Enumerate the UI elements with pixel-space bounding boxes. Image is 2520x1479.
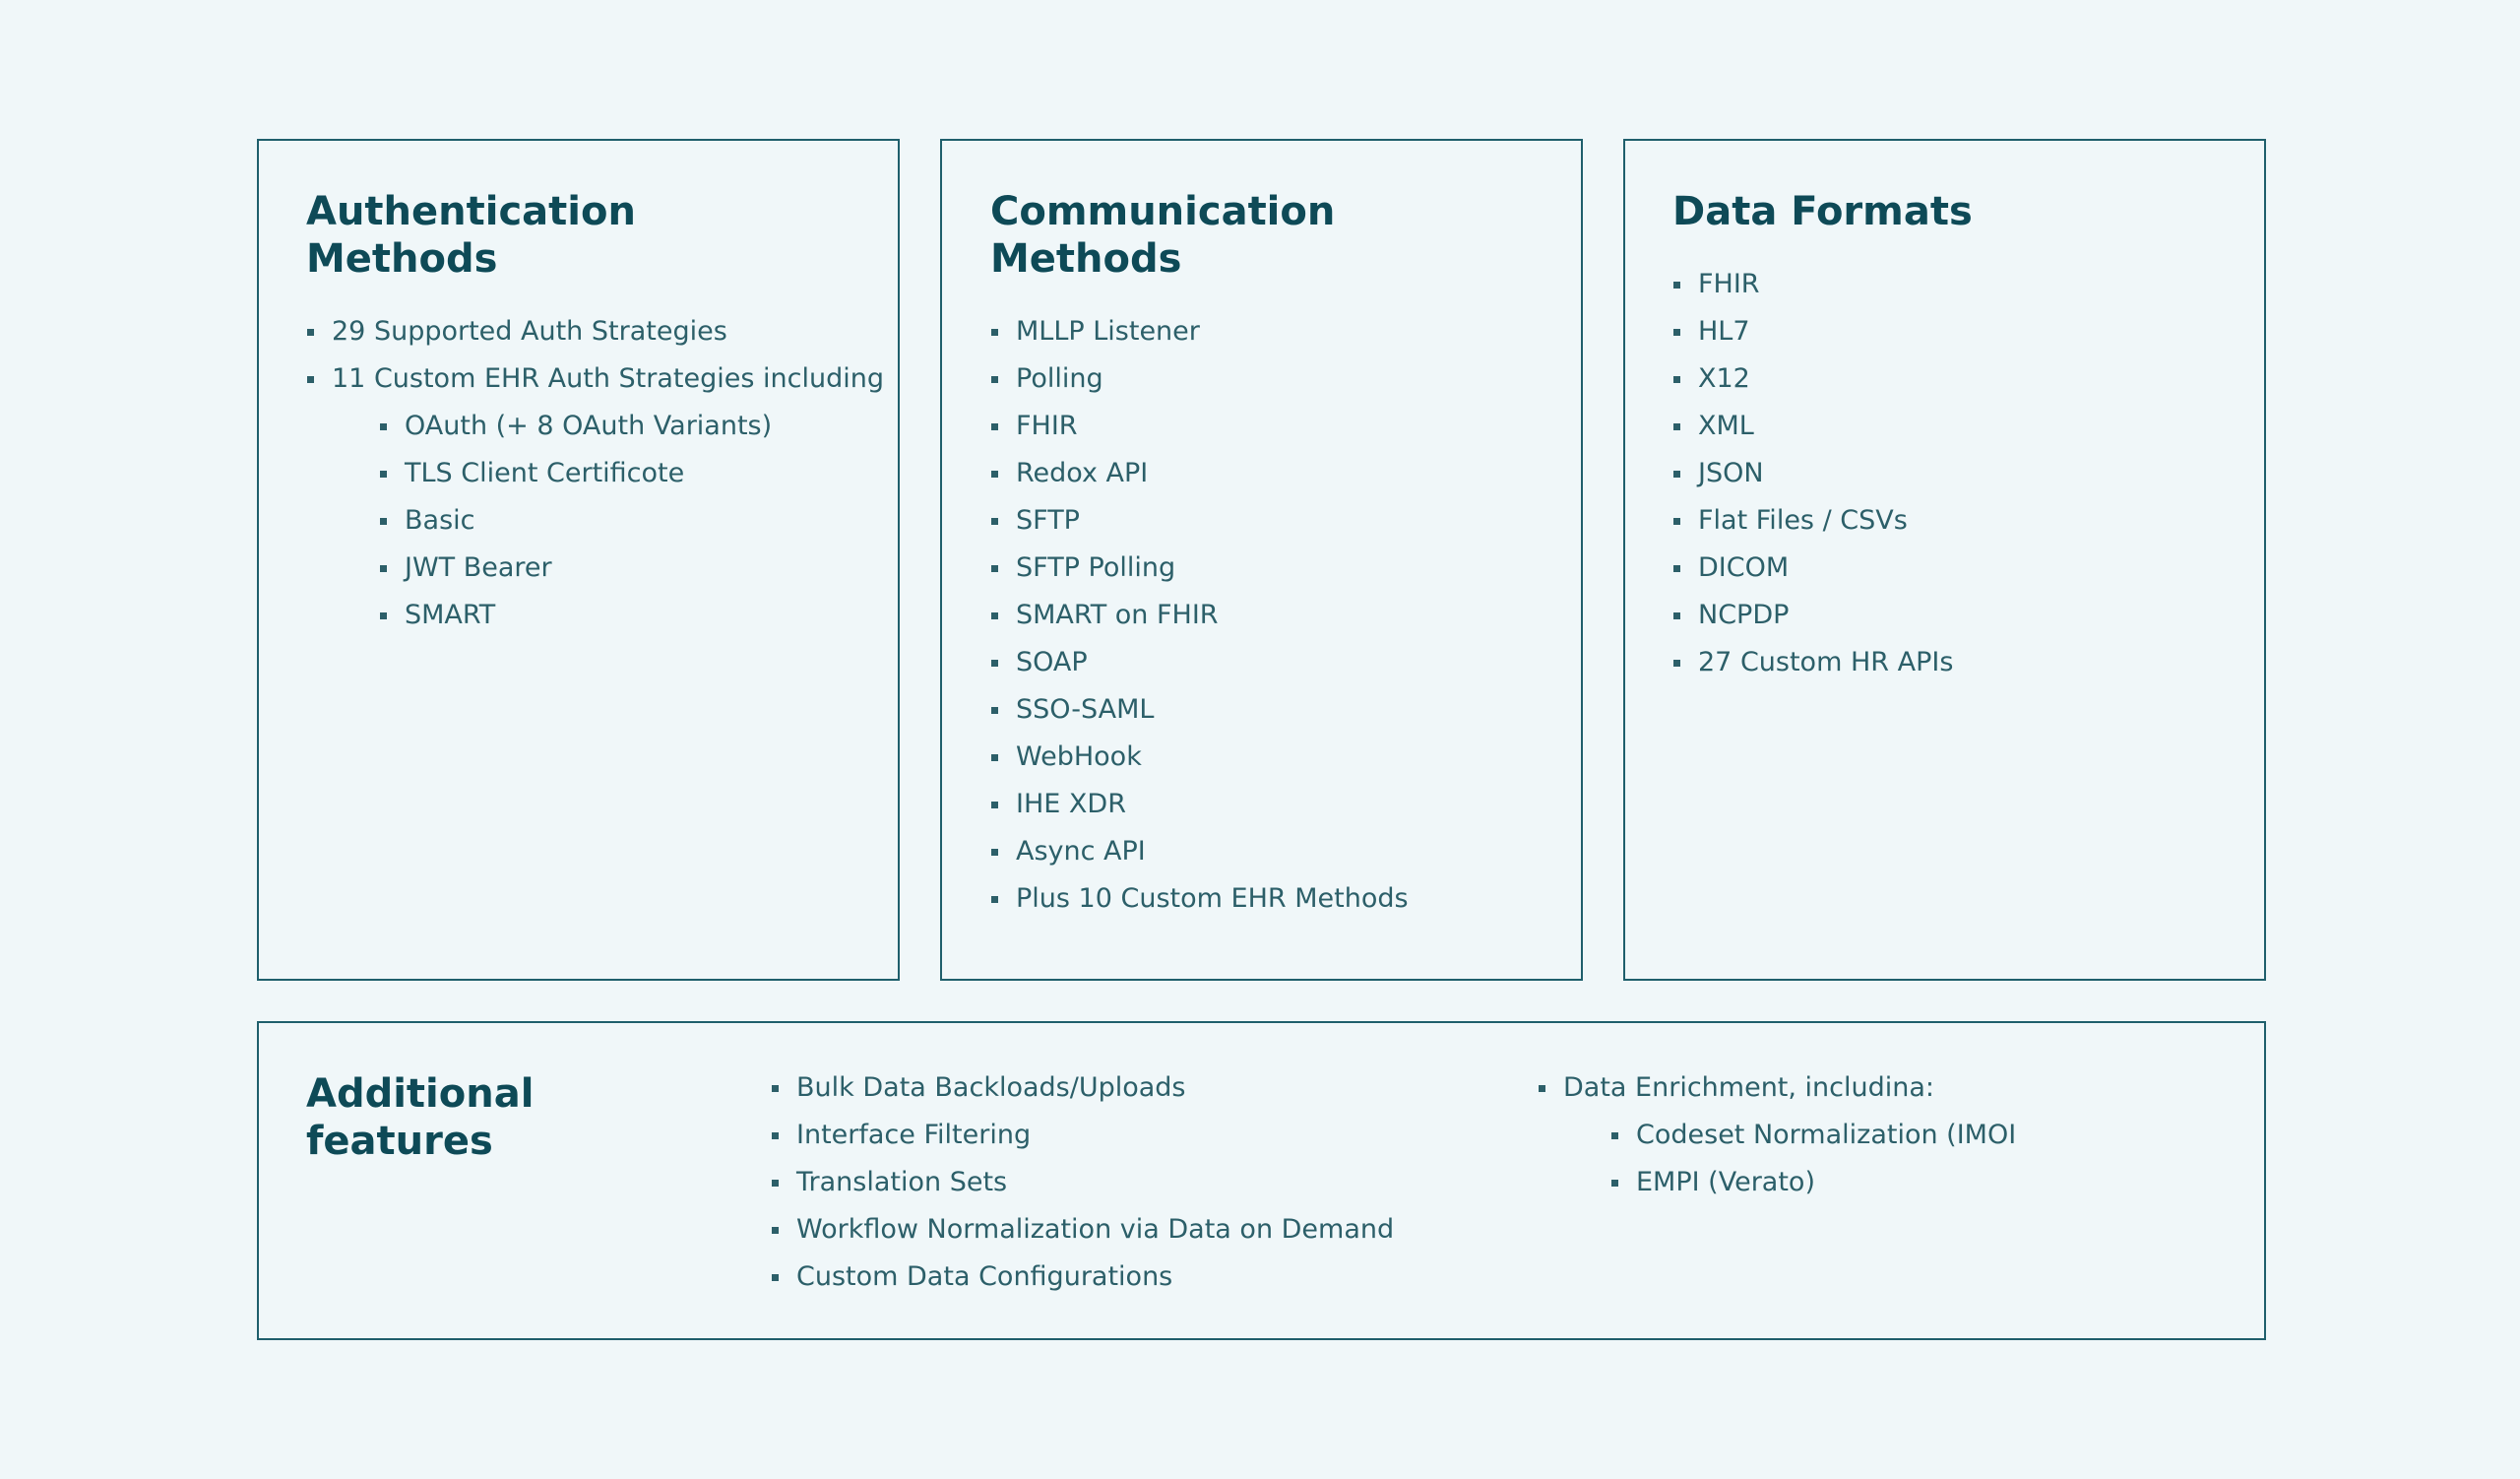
list-item: FHIR bbox=[991, 403, 1409, 450]
list-item: Data Enrichment, includina: bbox=[1539, 1064, 2016, 1112]
list-item: Flat Files / CSVs bbox=[1673, 497, 1953, 545]
list-item: DICOM bbox=[1673, 545, 1953, 592]
list-item: 29 Supported Auth Strategies bbox=[307, 308, 884, 355]
list-item: Translation Sets bbox=[772, 1159, 1394, 1206]
sub-list-item: JWT Bearer bbox=[380, 545, 884, 592]
list-item: Redox API bbox=[991, 450, 1409, 497]
list-item: HL7 bbox=[1673, 308, 1953, 355]
list-item: Plus 10 Custom EHR Methods bbox=[991, 875, 1409, 923]
list-item: SSO-SAML bbox=[991, 686, 1409, 734]
list-item: SMART on FHIR bbox=[991, 592, 1409, 639]
authentication-methods-card bbox=[257, 139, 900, 981]
list-item: X12 bbox=[1673, 355, 1953, 403]
sub-list-item: Codeset Normalization (IMOI bbox=[1611, 1112, 2016, 1159]
list-item: SFTP Polling bbox=[991, 545, 1409, 592]
sub-list-item: OAuth (+ 8 OAuth Variants) bbox=[380, 403, 884, 450]
additional-features-title: Additional features bbox=[306, 1071, 535, 1164]
list-item: Async API bbox=[991, 828, 1409, 875]
data-formats-card bbox=[1623, 139, 2266, 981]
communication-methods-list bbox=[991, 308, 1409, 923]
list-item: IHE XDR bbox=[991, 781, 1409, 828]
list-item: Custom Data Configurations bbox=[772, 1254, 1394, 1301]
list-item: SOAP bbox=[991, 639, 1409, 686]
list-item: SFTP bbox=[991, 497, 1409, 545]
list-item: MLLP Listener bbox=[991, 308, 1409, 355]
list-item: XML bbox=[1673, 403, 1953, 450]
sub-list-item: SMART bbox=[380, 592, 884, 639]
sub-list-item: TLS Client Certificote bbox=[380, 450, 884, 497]
list-item: NCPDP bbox=[1673, 592, 1953, 639]
additional-features-card bbox=[257, 1021, 2266, 1340]
list-item: 27 Custom HR APIs bbox=[1673, 639, 1953, 686]
sub-list-item: Basic bbox=[380, 497, 884, 545]
list-item: FHIR bbox=[1673, 261, 1953, 308]
list-item: Polling bbox=[991, 355, 1409, 403]
list-item: Interface Filtering bbox=[772, 1112, 1394, 1159]
list-item: Workflow Normalization via Data on Demand bbox=[772, 1206, 1394, 1254]
additional-features-list-right bbox=[1539, 1064, 2016, 1206]
communication-methods-title: Communication Methods bbox=[990, 189, 1336, 282]
additional-features-list-left bbox=[772, 1064, 1394, 1301]
authentication-methods-list bbox=[307, 308, 884, 639]
list-item: 11 Custom EHR Auth Strategies including bbox=[307, 355, 884, 403]
communication-methods-card bbox=[940, 139, 1583, 981]
authentication-methods-title: Authentication Methods bbox=[306, 189, 636, 282]
list-item: WebHook bbox=[991, 734, 1409, 781]
list-item: Bulk Data Backloads/Uploads bbox=[772, 1064, 1394, 1112]
data-formats-title: Data Formats bbox=[1672, 189, 1973, 234]
data-formats-list bbox=[1673, 261, 1953, 686]
sub-list-item: EMPI (Verato) bbox=[1611, 1159, 2016, 1206]
list-item: JSON bbox=[1673, 450, 1953, 497]
